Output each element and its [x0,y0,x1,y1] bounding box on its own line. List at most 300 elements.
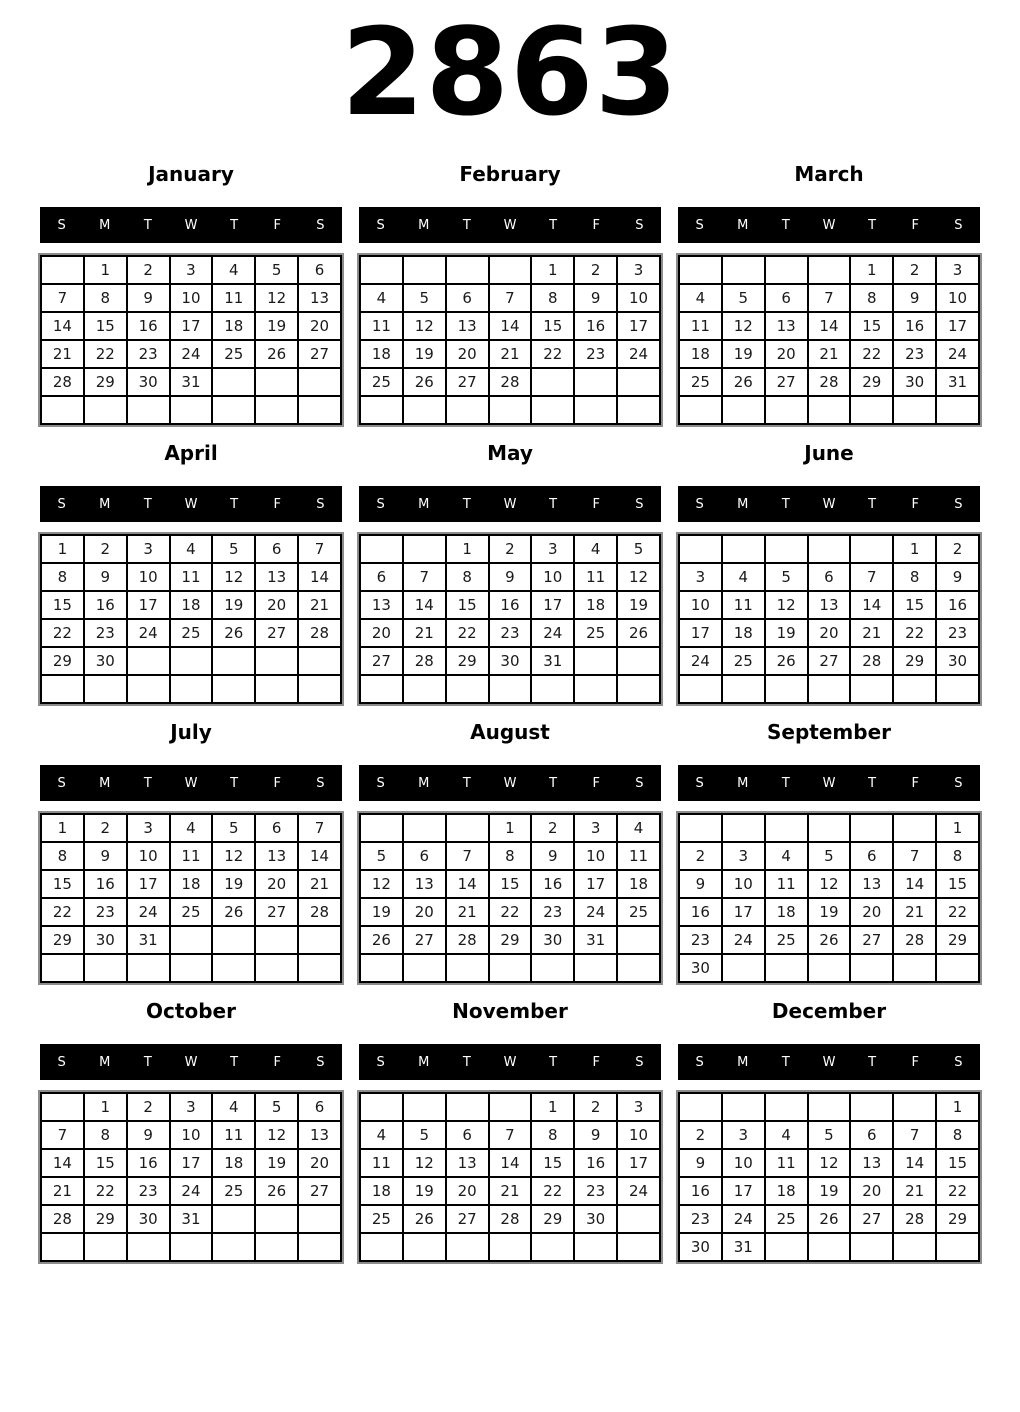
week-row [41,1177,341,1205]
day-cell: 28 [298,619,341,647]
empty-day-cell [617,368,660,396]
empty-day-cell [808,954,851,982]
day-cell: 20 [850,1177,893,1205]
week-row [360,284,660,312]
day-cell: 15 [489,870,532,898]
day-cell: 16 [531,870,574,898]
empty-day-cell [489,256,532,284]
day-cell: 19 [212,591,255,619]
day-cell: 21 [893,1177,936,1205]
week-row [679,368,979,396]
week-row [41,954,341,982]
empty-day-cell [936,396,979,424]
day-cell: 12 [808,1149,851,1177]
empty-day-cell [403,1233,446,1261]
empty-day-cell [255,1205,298,1233]
week-row [679,1149,979,1177]
empty-day-cell [170,647,213,675]
day-cell: 11 [360,1149,403,1177]
day-cell: 11 [679,312,722,340]
weekday-label: S [954,217,963,233]
weekday-label: S [316,1054,325,1070]
empty-day-cell [617,396,660,424]
empty-day-cell [679,256,722,284]
day-cell: 22 [936,1177,979,1205]
empty-day-cell [446,256,489,284]
day-cell: 31 [127,926,170,954]
weekday-label: S [57,1054,66,1070]
day-cell: 19 [255,1149,298,1177]
month-days-table [359,813,661,983]
weekday-label: W [503,496,517,512]
day-cell: 16 [679,1177,722,1205]
day-cell: 24 [722,1205,765,1233]
weekday-header-band [678,1044,980,1080]
weekday-label: S [695,217,704,233]
day-cell: 21 [298,591,341,619]
day-cell: 5 [212,814,255,842]
day-cell: 1 [531,1093,574,1121]
day-cell: 27 [850,926,893,954]
empty-day-cell [531,675,574,703]
day-cell: 9 [84,842,127,870]
day-cell: 18 [765,898,808,926]
empty-day-cell [489,396,532,424]
weekday-label: F [592,496,601,512]
weekday-label: F [911,217,920,233]
day-cell: 17 [617,1149,660,1177]
day-cell: 24 [127,898,170,926]
day-cell: 20 [808,619,851,647]
weekday-label: S [635,1054,644,1070]
day-cell: 19 [808,898,851,926]
empty-day-cell [722,1093,765,1121]
day-cell: 21 [446,898,489,926]
empty-day-cell [765,1233,808,1261]
empty-day-cell [212,675,255,703]
week-row [360,619,660,647]
week-row [41,870,341,898]
empty-day-cell [446,1093,489,1121]
month-august [359,718,661,983]
day-cell: 19 [255,312,298,340]
day-cell: 23 [531,898,574,926]
empty-day-cell [127,647,170,675]
week-row [360,368,660,396]
day-cell: 26 [617,619,660,647]
empty-day-cell [212,926,255,954]
month-name: July [170,720,212,744]
day-cell: 15 [936,1149,979,1177]
day-cell: 10 [617,284,660,312]
weekday-label: M [737,217,749,233]
day-cell: 5 [403,284,446,312]
day-cell: 31 [531,647,574,675]
day-cell: 18 [360,1177,403,1205]
week-row [679,535,979,563]
day-cell: 22 [84,1177,127,1205]
empty-day-cell [298,1205,341,1233]
day-cell: 15 [84,312,127,340]
day-cell: 27 [446,1205,489,1233]
day-cell: 1 [41,535,84,563]
month-name: March [794,162,864,186]
empty-day-cell [808,396,851,424]
day-cell: 25 [765,926,808,954]
day-cell: 6 [403,842,446,870]
day-cell: 28 [850,647,893,675]
empty-day-cell [574,647,617,675]
weekday-label: S [635,496,644,512]
empty-day-cell [298,1233,341,1261]
week-row [41,898,341,926]
week-row [41,842,341,870]
day-cell: 17 [679,619,722,647]
empty-day-cell [617,926,660,954]
empty-day-cell [360,396,403,424]
day-cell: 28 [489,368,532,396]
day-cell: 2 [531,814,574,842]
month-name: August [470,720,550,744]
day-cell: 1 [41,814,84,842]
day-cell: 26 [403,1205,446,1233]
weekday-label: T [781,496,790,512]
weekday-header-band [359,765,661,801]
day-cell: 1 [936,814,979,842]
day-cell: 23 [127,340,170,368]
weekday-label: S [635,775,644,791]
week-row [360,1177,660,1205]
day-cell: 19 [617,591,660,619]
day-cell: 17 [127,591,170,619]
day-cell: 31 [722,1233,765,1261]
week-row [679,619,979,647]
day-cell: 18 [170,870,213,898]
week-row [360,898,660,926]
weekday-label: T [462,1054,471,1070]
day-cell: 11 [765,870,808,898]
day-cell: 11 [212,1121,255,1149]
empty-day-cell [298,675,341,703]
week-row [679,591,979,619]
day-cell: 12 [403,312,446,340]
day-cell: 20 [298,312,341,340]
day-cell: 4 [765,1121,808,1149]
empty-day-cell [808,814,851,842]
weekday-label: S [695,496,704,512]
weekday-label: S [316,775,325,791]
day-cell: 14 [808,312,851,340]
empty-day-cell [255,954,298,982]
day-cell: 17 [617,312,660,340]
month-days-table [678,1092,980,1262]
week-row [41,340,341,368]
empty-day-cell [41,1093,84,1121]
day-cell: 3 [617,1093,660,1121]
empty-day-cell [808,675,851,703]
day-cell: 3 [127,814,170,842]
month-name: May [487,441,533,465]
day-cell: 23 [84,619,127,647]
day-cell: 27 [360,647,403,675]
day-cell: 1 [531,256,574,284]
day-cell: 1 [893,535,936,563]
day-cell: 2 [574,256,617,284]
day-cell: 13 [298,1121,341,1149]
empty-day-cell [170,675,213,703]
weekday-label: W [503,775,517,791]
day-cell: 25 [574,619,617,647]
day-cell: 16 [936,591,979,619]
empty-day-cell [212,954,255,982]
week-row [360,675,660,703]
day-cell: 25 [360,368,403,396]
day-cell: 9 [936,563,979,591]
empty-day-cell [722,396,765,424]
day-cell: 16 [574,1149,617,1177]
day-cell: 17 [722,898,765,926]
day-cell: 8 [489,842,532,870]
day-cell: 28 [893,1205,936,1233]
day-cell: 24 [679,647,722,675]
empty-day-cell [360,1233,403,1261]
day-cell: 24 [936,340,979,368]
empty-day-cell [679,814,722,842]
day-cell: 3 [574,814,617,842]
week-row [41,619,341,647]
day-cell: 28 [808,368,851,396]
day-cell: 28 [446,926,489,954]
week-row [679,1205,979,1233]
day-cell: 7 [403,563,446,591]
day-cell: 13 [808,591,851,619]
weekday-label: T [462,217,471,233]
day-cell: 29 [936,926,979,954]
month-name: January [148,162,234,186]
empty-day-cell [360,1093,403,1121]
empty-day-cell [722,256,765,284]
day-cell: 7 [893,842,936,870]
empty-day-cell [84,1233,127,1261]
empty-day-cell [403,954,446,982]
weekday-label: W [184,1054,198,1070]
day-cell: 30 [679,954,722,982]
weekday-label: W [184,775,198,791]
week-row [360,563,660,591]
day-cell: 28 [41,368,84,396]
day-cell: 14 [41,1149,84,1177]
day-cell: 16 [127,312,170,340]
day-cell: 18 [360,340,403,368]
day-cell: 23 [893,340,936,368]
day-cell: 10 [531,563,574,591]
month-days-table [678,534,980,704]
empty-day-cell [403,256,446,284]
day-cell: 22 [531,340,574,368]
week-row [41,591,341,619]
day-cell: 22 [936,898,979,926]
empty-day-cell [574,368,617,396]
empty-day-cell [212,396,255,424]
day-cell: 8 [41,842,84,870]
day-cell: 8 [41,563,84,591]
day-cell: 21 [298,870,341,898]
day-cell: 12 [765,591,808,619]
day-cell: 13 [298,284,341,312]
weekday-label: F [273,1054,282,1070]
day-cell: 6 [850,842,893,870]
day-cell: 18 [170,591,213,619]
week-row [41,1093,341,1121]
day-cell: 7 [298,814,341,842]
day-cell: 27 [298,1177,341,1205]
empty-day-cell [255,368,298,396]
empty-day-cell [41,675,84,703]
empty-day-cell [722,675,765,703]
weekday-header-band [678,765,980,801]
day-cell: 6 [255,814,298,842]
empty-day-cell [403,1093,446,1121]
day-cell: 12 [212,842,255,870]
empty-day-cell [808,256,851,284]
day-cell: 14 [41,312,84,340]
weekday-label: W [184,496,198,512]
weekday-label: F [911,775,920,791]
day-cell: 11 [617,842,660,870]
day-cell: 10 [722,870,765,898]
day-cell: 27 [255,619,298,647]
empty-day-cell [170,954,213,982]
month-name: November [452,999,568,1023]
weekday-label: M [99,1054,111,1070]
day-cell: 4 [722,563,765,591]
weekday-label: T [230,775,239,791]
week-row [360,312,660,340]
empty-day-cell [489,1093,532,1121]
empty-day-cell [298,368,341,396]
day-cell: 30 [531,926,574,954]
day-cell: 24 [617,340,660,368]
day-cell: 10 [936,284,979,312]
day-cell: 16 [84,870,127,898]
month-december [678,997,980,1262]
empty-day-cell [765,814,808,842]
week-row [41,1121,341,1149]
month-days-table [40,813,342,983]
day-cell: 11 [170,563,213,591]
day-cell: 26 [808,926,851,954]
empty-day-cell [850,1093,893,1121]
day-cell: 4 [765,842,808,870]
weekday-label: W [503,217,517,233]
day-cell: 5 [765,563,808,591]
day-cell: 9 [574,1121,617,1149]
day-cell: 3 [679,563,722,591]
day-cell: 6 [765,284,808,312]
day-cell: 11 [360,312,403,340]
month-january [40,160,342,425]
week-row [679,842,979,870]
week-row [41,535,341,563]
weekday-label: F [273,496,282,512]
empty-day-cell [722,954,765,982]
day-cell: 4 [170,814,213,842]
empty-day-cell [893,396,936,424]
day-cell: 13 [850,1149,893,1177]
week-row [41,1233,341,1261]
day-cell: 14 [893,870,936,898]
day-cell: 17 [127,870,170,898]
week-row [360,926,660,954]
day-cell: 30 [936,647,979,675]
day-cell: 28 [489,1205,532,1233]
day-cell: 12 [617,563,660,591]
day-cell: 20 [765,340,808,368]
weekday-header-band [359,207,661,243]
day-cell: 20 [255,870,298,898]
day-cell: 29 [446,647,489,675]
day-cell: 5 [255,256,298,284]
day-cell: 25 [360,1205,403,1233]
empty-day-cell [679,675,722,703]
day-cell: 8 [850,284,893,312]
day-cell: 23 [574,1177,617,1205]
day-cell: 5 [255,1093,298,1121]
weekday-label: M [737,1054,749,1070]
week-row [360,591,660,619]
empty-day-cell [617,1205,660,1233]
day-cell: 8 [531,284,574,312]
day-cell: 28 [41,1205,84,1233]
weekday-label: M [418,217,430,233]
empty-day-cell [255,647,298,675]
day-cell: 30 [489,647,532,675]
empty-day-cell [170,1233,213,1261]
day-cell: 18 [212,312,255,340]
empty-day-cell [679,396,722,424]
day-cell: 2 [574,1093,617,1121]
weekday-label: S [376,217,385,233]
day-cell: 17 [531,591,574,619]
month-name: December [771,999,887,1023]
weekday-label: F [592,775,601,791]
day-cell: 6 [808,563,851,591]
day-cell: 1 [489,814,532,842]
day-cell: 12 [403,1149,446,1177]
day-cell: 13 [765,312,808,340]
weekday-label: T [868,1054,877,1070]
weekday-label: M [737,496,749,512]
month-days-table [40,534,342,704]
empty-day-cell [212,647,255,675]
empty-day-cell [446,814,489,842]
empty-day-cell [893,814,936,842]
weekday-label: T [143,217,152,233]
weekday-label: T [549,1054,558,1070]
day-cell: 13 [850,870,893,898]
empty-day-cell [360,675,403,703]
day-cell: 11 [212,284,255,312]
empty-day-cell [765,1093,808,1121]
day-cell: 2 [679,1121,722,1149]
day-cell: 5 [403,1121,446,1149]
day-cell: 4 [212,256,255,284]
day-cell: 11 [722,591,765,619]
day-cell: 9 [679,1149,722,1177]
day-cell: 18 [722,619,765,647]
month-july [40,718,342,983]
day-cell: 25 [722,647,765,675]
